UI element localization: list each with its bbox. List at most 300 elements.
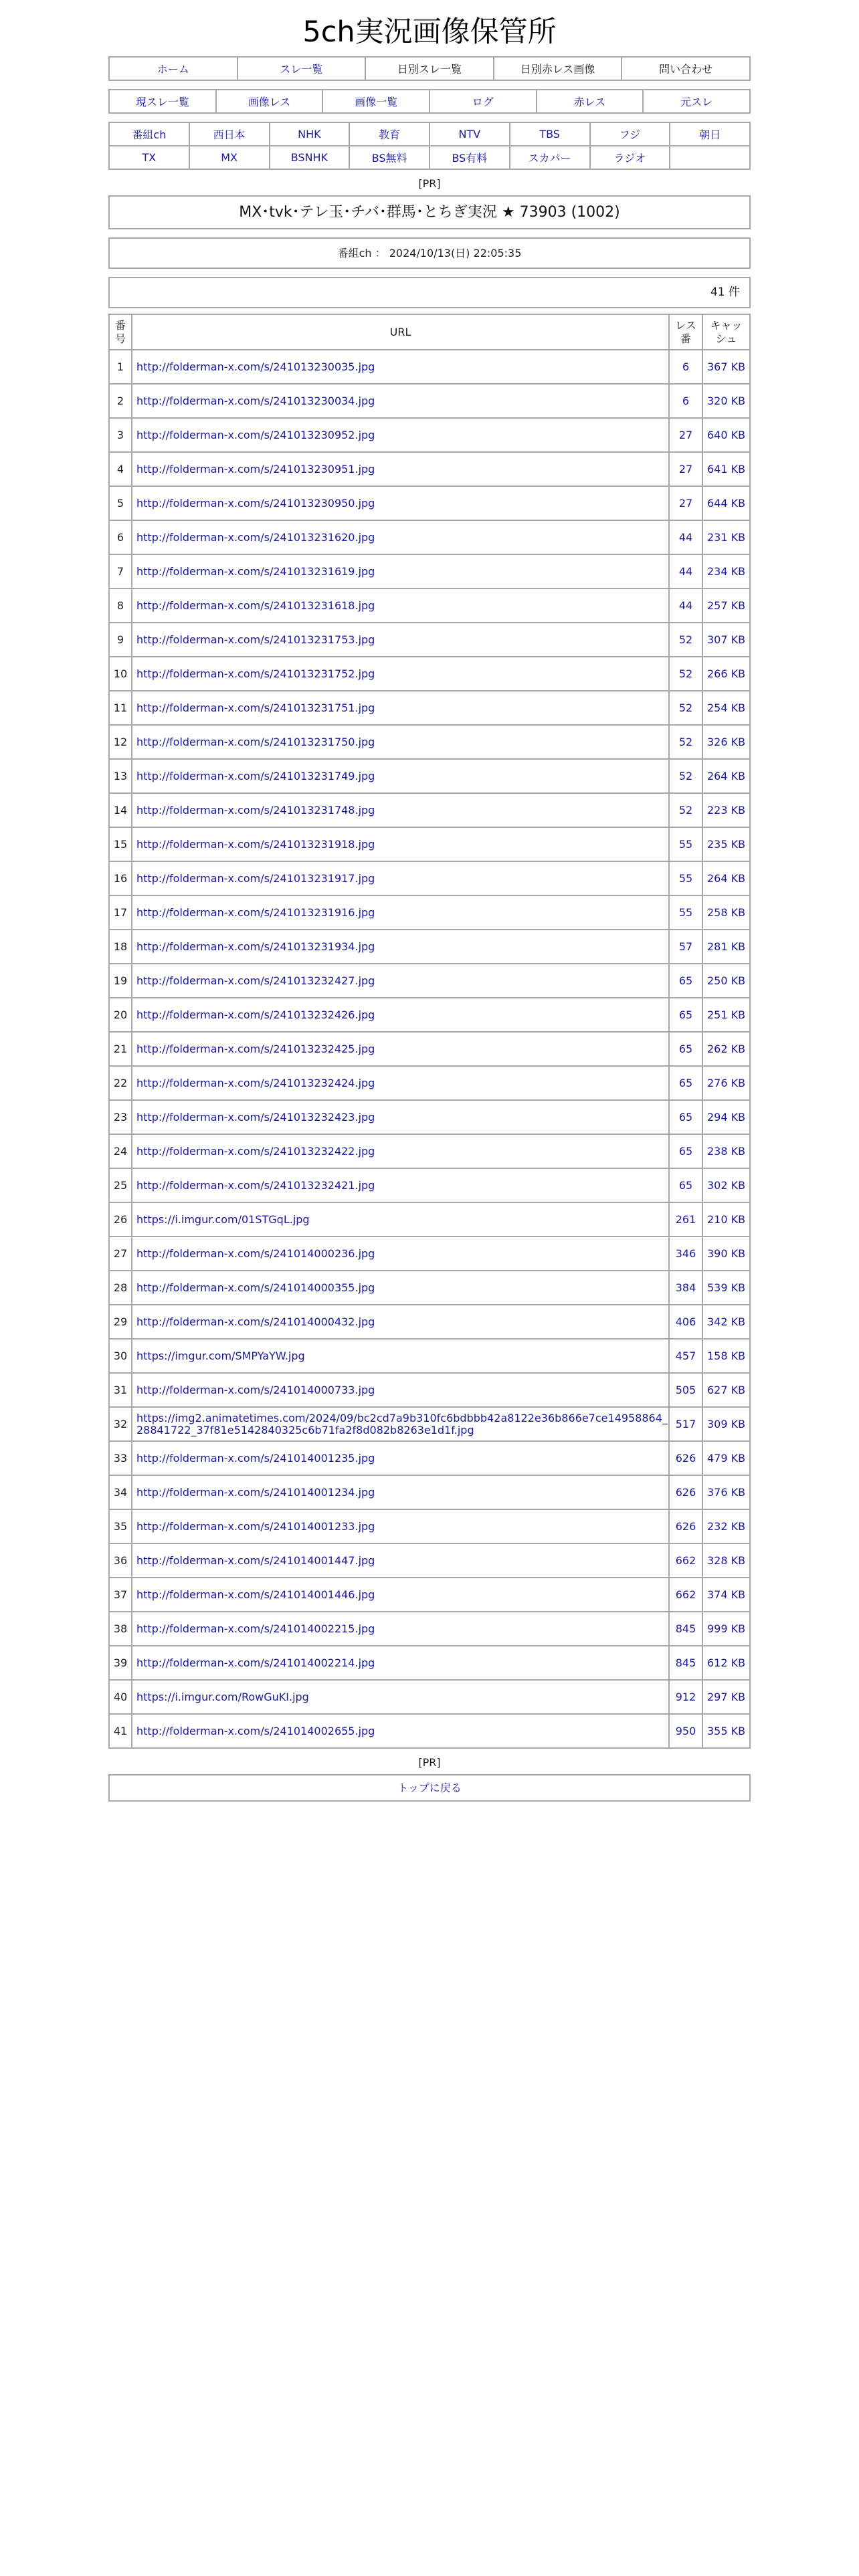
- cache-size-link[interactable]: 390 KB: [706, 1247, 746, 1260]
- cache-size-link[interactable]: 234 KB: [706, 565, 746, 578]
- row-url-cell: [132, 964, 669, 998]
- channel-item-6-link[interactable]: フジ: [619, 128, 641, 141]
- table-header-row: [109, 314, 750, 350]
- channel-item-13[interactable]: [510, 146, 590, 169]
- image-url-link[interactable]: http://folderman-x.com/s/241014000432.jpg: [136, 1315, 375, 1328]
- res-number-link[interactable]: 346: [675, 1247, 696, 1260]
- image-url-link[interactable]: http://folderman-x.com/s/241013232422.jpg: [136, 1144, 375, 1158]
- res-number-link[interactable]: 55: [678, 906, 693, 919]
- image-url-link[interactable]: http://folderman-x.com/s/241014001446.jpg: [136, 1588, 375, 1601]
- image-url-link[interactable]: http://folderman-x.com/s/241013230035.jpg: [136, 360, 375, 373]
- res-number-link[interactable]: 44: [678, 565, 693, 578]
- row-number: 30: [109, 1339, 132, 1373]
- cache-size-link[interactable]: 302 KB: [706, 1179, 746, 1192]
- row-res-cell: [669, 1680, 702, 1714]
- image-url-link[interactable]: http://folderman-x.com/s/241013231749.jpg: [136, 769, 375, 782]
- image-url-link[interactable]: https://img2.animatetimes.com/2024/09/bc2cd7a9b310fc6bdbbb42a8122e36b866e7ce14958864_28841722_37f81e5142840325c6b71fa2f8d082b8263e1d1f.jpg: [136, 1411, 668, 1436]
- main-nav-item-1[interactable]: [237, 57, 366, 80]
- row-number: 13: [109, 759, 132, 793]
- row-url-cell: [132, 520, 669, 554]
- row-url-cell: [132, 1475, 669, 1509]
- row-cache-cell: [702, 1202, 750, 1237]
- cache-size-link[interactable]: 307 KB: [706, 633, 746, 646]
- image-url-link[interactable]: http://folderman-x.com/s/241014002214.jpg: [136, 1656, 375, 1669]
- row-number: 28: [109, 1271, 132, 1305]
- row-url-cell: [132, 1339, 669, 1373]
- image-url-link[interactable]: https://i.imgur.com/01STGqL.jpg: [136, 1212, 310, 1226]
- cache-size-link[interactable]: 612 KB: [706, 1656, 746, 1669]
- cache-size-link[interactable]: 250 KB: [706, 974, 746, 987]
- channel-item-13-link[interactable]: スカパー: [528, 152, 571, 165]
- row-number: 18: [109, 930, 132, 964]
- row-res-cell: [669, 998, 702, 1032]
- res-number-link[interactable]: 27: [678, 463, 693, 475]
- row-url-cell: [132, 1407, 669, 1441]
- table-row: [109, 554, 750, 588]
- row-url-cell: [132, 452, 669, 486]
- site-title: 5ch実況画像保管所: [302, 15, 557, 49]
- row-url-cell: [132, 350, 669, 384]
- image-url-link[interactable]: http://folderman-x.com/s/241013231748.jpg: [136, 803, 375, 817]
- image-url-link[interactable]: http://folderman-x.com/s/241013231752.jpg: [136, 667, 375, 680]
- cache-size-link[interactable]: 374 KB: [706, 1588, 746, 1601]
- row-number: 10: [109, 657, 132, 691]
- row-cache-cell: [702, 1168, 750, 1202]
- row-url-cell: [132, 1441, 669, 1475]
- row-number: 23: [109, 1100, 132, 1134]
- res-number-link[interactable]: 845: [675, 1656, 696, 1669]
- res-number-link[interactable]: 55: [678, 872, 693, 885]
- row-number: 25: [109, 1168, 132, 1202]
- res-number-link[interactable]: 261: [675, 1213, 696, 1226]
- table-row: [109, 1407, 750, 1441]
- row-url-cell: [132, 1509, 669, 1543]
- thread-nav-item-1[interactable]: [216, 90, 323, 113]
- cache-size-link[interactable]: 276 KB: [706, 1077, 746, 1089]
- res-number-link[interactable]: 65: [678, 1077, 693, 1089]
- image-url-link[interactable]: http://folderman-x.com/s/241013232425.jpg: [136, 1042, 375, 1055]
- image-url-link[interactable]: http://folderman-x.com/s/241013232424.jpg: [136, 1076, 375, 1089]
- main-nav-item-2: 日別スレ一覧: [365, 57, 494, 80]
- row-number: 11: [109, 691, 132, 725]
- thread-nav-item-5-link[interactable]: 元スレ: [680, 96, 713, 108]
- main-nav-item-0[interactable]: [109, 57, 237, 80]
- cache-size-link[interactable]: 235 KB: [706, 838, 746, 851]
- table-row: [109, 486, 750, 520]
- image-url-link[interactable]: http://folderman-x.com/s/241014002655.jpg: [136, 1724, 375, 1737]
- main-nav-item-1-link[interactable]: スレ一覧: [280, 63, 323, 76]
- cache-size-link[interactable]: 232 KB: [706, 1520, 746, 1533]
- row-url-cell: [132, 554, 669, 588]
- image-url-link[interactable]: http://folderman-x.com/s/241013231753.jpg: [136, 633, 375, 646]
- row-number: 37: [109, 1578, 132, 1612]
- cache-size-link[interactable]: 257 KB: [706, 599, 746, 612]
- res-number-link[interactable]: 6: [682, 395, 690, 407]
- row-res-cell: [669, 725, 702, 759]
- thread-title: MX･tvk･テレ玉･チバ･群馬･とちぎ実況 ★ 73903 (1002): [108, 195, 751, 229]
- row-cache-cell: [702, 1578, 750, 1612]
- channel-item-0[interactable]: [109, 122, 189, 146]
- res-number-link[interactable]: 52: [678, 667, 693, 680]
- table-row: [109, 1305, 750, 1339]
- row-url-cell: [132, 1100, 669, 1134]
- channel-item-12-link[interactable]: BS有料: [452, 152, 488, 165]
- channel-item-9[interactable]: [189, 146, 270, 169]
- row-number: 5: [109, 486, 132, 520]
- table-row: [109, 384, 750, 418]
- row-cache-cell: [702, 623, 750, 657]
- row-res-cell: [669, 895, 702, 930]
- pr-label-top: [PR]: [418, 177, 441, 190]
- cache-size-link[interactable]: 262 KB: [706, 1043, 746, 1055]
- row-res-cell: [669, 623, 702, 657]
- res-number-link[interactable]: 517: [675, 1418, 696, 1430]
- main-nav: [108, 56, 751, 81]
- row-res-cell: [669, 418, 702, 452]
- image-url-link[interactable]: http://folderman-x.com/s/241013231751.jpg: [136, 701, 375, 714]
- cache-size-link[interactable]: 326 KB: [706, 736, 746, 748]
- channel-item-11[interactable]: [349, 146, 430, 169]
- cache-size-link[interactable]: 328 KB: [706, 1554, 746, 1567]
- res-number-link[interactable]: 662: [675, 1554, 696, 1567]
- table-row: [109, 1339, 750, 1373]
- row-number: 6: [109, 520, 132, 554]
- row-res-cell: [669, 452, 702, 486]
- image-url-link[interactable]: http://folderman-x.com/s/241014000733.jpg: [136, 1383, 375, 1396]
- row-url-cell: [132, 1714, 669, 1748]
- res-number-link[interactable]: 626: [675, 1452, 696, 1465]
- channel-item-5[interactable]: [510, 122, 590, 146]
- channel-item-14[interactable]: [590, 146, 670, 169]
- channel-item-11-link[interactable]: BS無料: [371, 152, 407, 165]
- image-url-link[interactable]: http://folderman-x.com/s/241013232421.jpg: [136, 1178, 375, 1192]
- channel-item-7[interactable]: [670, 122, 750, 146]
- thread-nav-item-0[interactable]: [109, 90, 216, 113]
- table-row: [109, 418, 750, 452]
- channel-item-4[interactable]: [430, 122, 510, 146]
- row-url-cell: [132, 1373, 669, 1407]
- res-number-link[interactable]: 52: [678, 702, 693, 714]
- image-url-link[interactable]: http://folderman-x.com/s/241014001234.jpg: [136, 1485, 375, 1499]
- cache-size-link[interactable]: 258 KB: [706, 906, 746, 919]
- channel-item-9-link[interactable]: MX: [221, 151, 237, 164]
- row-url-cell: [132, 827, 669, 861]
- thread-nav-item-3[interactable]: [430, 90, 537, 113]
- cache-size-link[interactable]: 627 KB: [706, 1384, 746, 1396]
- thread-nav-item-1-link[interactable]: 画像レス: [248, 96, 291, 108]
- res-number-link[interactable]: 55: [678, 838, 693, 851]
- cache-size-link[interactable]: 210 KB: [706, 1213, 746, 1226]
- table-row: [109, 452, 750, 486]
- row-cache-cell: [702, 350, 750, 384]
- row-res-cell: [669, 1168, 702, 1202]
- res-number-link[interactable]: 626: [675, 1486, 696, 1499]
- table-row: [109, 1646, 750, 1680]
- cache-size-link[interactable]: 266 KB: [706, 667, 746, 680]
- row-res-cell: [669, 588, 702, 623]
- row-cache-cell: [702, 1475, 750, 1509]
- res-number-link[interactable]: 6: [682, 360, 690, 373]
- row-number: 36: [109, 1543, 132, 1578]
- cache-size-link[interactable]: 342 KB: [706, 1315, 746, 1328]
- cache-size-link[interactable]: 309 KB: [706, 1418, 746, 1430]
- row-url-cell: [132, 418, 669, 452]
- res-number-link[interactable]: 27: [678, 429, 693, 441]
- image-url-link[interactable]: http://folderman-x.com/s/241013232426.jpg: [136, 1008, 375, 1021]
- image-url-link[interactable]: http://folderman-x.com/s/241013231750.jpg: [136, 735, 375, 748]
- row-number: 12: [109, 725, 132, 759]
- channel-item-14-link[interactable]: ラジオ: [613, 152, 646, 165]
- row-cache-cell: [702, 1680, 750, 1714]
- row-res-cell: [669, 1032, 702, 1066]
- row-number: 1: [109, 350, 132, 384]
- image-url-link[interactable]: http://folderman-x.com/s/241013231618.jpg: [136, 599, 375, 612]
- channel-item-7-link[interactable]: 朝日: [699, 128, 721, 141]
- table-row: [109, 1612, 750, 1646]
- res-number-link[interactable]: 626: [675, 1520, 696, 1533]
- res-number-link[interactable]: 662: [675, 1588, 696, 1601]
- cache-size-link[interactable]: 254 KB: [706, 702, 746, 714]
- channel-item-0-link[interactable]: 番組ch: [132, 128, 167, 141]
- channel-item-10[interactable]: [270, 146, 350, 169]
- row-url-cell: [132, 1202, 669, 1237]
- image-url-link[interactable]: http://folderman-x.com/s/241014001447.jpg: [136, 1553, 375, 1567]
- cache-size-link[interactable]: 238 KB: [706, 1145, 746, 1158]
- row-url-cell: [132, 691, 669, 725]
- row-res-cell: [669, 486, 702, 520]
- cache-size-link[interactable]: 264 KB: [706, 872, 746, 885]
- row-url-cell: [132, 793, 669, 827]
- row-cache-cell: [702, 691, 750, 725]
- row-number: 15: [109, 827, 132, 861]
- row-number: 7: [109, 554, 132, 588]
- row-cache-cell: [702, 1305, 750, 1339]
- table-row: [109, 725, 750, 759]
- res-number-link[interactable]: 845: [675, 1622, 696, 1635]
- row-cache-cell: [702, 1509, 750, 1543]
- row-url-cell: [132, 1134, 669, 1168]
- res-number-link[interactable]: 65: [678, 974, 693, 987]
- image-url-link[interactable]: http://folderman-x.com/s/241013231918.jpg: [136, 837, 375, 851]
- row-number: 16: [109, 861, 132, 895]
- row-url-cell: [132, 930, 669, 964]
- row-number: 38: [109, 1612, 132, 1646]
- row-cache-cell: [702, 1612, 750, 1646]
- main-nav-item-3: 日別赤レス画像: [494, 57, 622, 80]
- row-cache-cell: [702, 725, 750, 759]
- row-url-cell: [132, 861, 669, 895]
- cache-size-link[interactable]: 320 KB: [706, 395, 746, 407]
- header-num: 番号: [109, 314, 132, 350]
- image-url-link[interactable]: http://folderman-x.com/s/241013232427.jpg: [136, 974, 375, 987]
- row-cache-cell: [702, 1271, 750, 1305]
- row-url-cell: [132, 1066, 669, 1100]
- row-url-cell: [132, 1271, 669, 1305]
- row-url-cell: [132, 998, 669, 1032]
- res-number-link[interactable]: 27: [678, 497, 693, 510]
- thread-nav-item-2-link[interactable]: 画像一覧: [355, 96, 398, 108]
- channel-item-10-link[interactable]: BSNHK: [290, 151, 328, 164]
- channel-item-8-link[interactable]: TX: [142, 151, 157, 164]
- row-res-cell: [669, 554, 702, 588]
- row-url-cell: [132, 384, 669, 418]
- image-url-link[interactable]: http://folderman-x.com/s/241014000355.jpg: [136, 1281, 375, 1294]
- res-number-link[interactable]: 406: [675, 1315, 696, 1328]
- table-row: [109, 1441, 750, 1475]
- res-number-link[interactable]: 44: [678, 531, 693, 544]
- cache-size-link[interactable]: 367 KB: [706, 360, 746, 373]
- row-number: 31: [109, 1373, 132, 1407]
- row-number: 3: [109, 418, 132, 452]
- row-number: 14: [109, 793, 132, 827]
- table-row: [109, 1237, 750, 1271]
- back-to-top-link[interactable]: トップに戻る: [397, 1782, 462, 1794]
- cache-size-link[interactable]: 376 KB: [706, 1486, 746, 1499]
- row-url-cell: [132, 657, 669, 691]
- cache-size-link[interactable]: 297 KB: [706, 1691, 746, 1703]
- channel-item-2[interactable]: [270, 122, 350, 146]
- row-res-cell: [669, 1543, 702, 1578]
- thread-nav: [108, 89, 751, 114]
- table-row: [109, 793, 750, 827]
- res-number-link[interactable]: 65: [678, 1043, 693, 1055]
- table-row: [109, 1475, 750, 1509]
- row-number: 2: [109, 384, 132, 418]
- image-url-link[interactable]: http://folderman-x.com/s/241013230952.jpg: [136, 428, 375, 441]
- table-row: [109, 998, 750, 1032]
- table-row: [109, 759, 750, 793]
- channel-item-1-link[interactable]: 西日本: [213, 128, 246, 141]
- channel-item-15: [670, 146, 750, 169]
- cache-size-link[interactable]: 539 KB: [706, 1281, 746, 1294]
- channel-item-5-link[interactable]: TBS: [539, 128, 560, 140]
- row-number: 40: [109, 1680, 132, 1714]
- cache-size-link[interactable]: 281 KB: [706, 940, 746, 953]
- image-url-link[interactable]: https://i.imgur.com/RowGuKI.jpg: [136, 1690, 309, 1703]
- image-url-link[interactable]: http://folderman-x.com/s/241013231916.jpg: [136, 905, 375, 919]
- res-number-link[interactable]: 52: [678, 770, 693, 782]
- cache-size-link[interactable]: 251 KB: [706, 1008, 746, 1021]
- thread-nav-item-0-link[interactable]: 現スレ一覧: [135, 96, 189, 108]
- cache-size-link[interactable]: 294 KB: [706, 1111, 746, 1123]
- cache-size-link[interactable]: 223 KB: [706, 804, 746, 817]
- image-url-link[interactable]: http://folderman-x.com/s/241013230950.jpg: [136, 496, 375, 510]
- row-cache-cell: [702, 1032, 750, 1066]
- channel-item-2-link[interactable]: NHK: [298, 128, 321, 140]
- cache-size-link[interactable]: 355 KB: [706, 1725, 746, 1737]
- channel-item-3-link[interactable]: 教育: [379, 128, 401, 141]
- channel-item-4-link[interactable]: NTV: [458, 128, 481, 140]
- row-number: 22: [109, 1066, 132, 1100]
- row-url-cell: [132, 1543, 669, 1578]
- row-cache-cell: [702, 793, 750, 827]
- thread-nav-item-4[interactable]: [537, 90, 644, 113]
- res-number-link[interactable]: 505: [675, 1384, 696, 1396]
- channel-item-3[interactable]: [349, 122, 430, 146]
- image-url-link[interactable]: http://folderman-x.com/s/241014001233.jpg: [136, 1519, 375, 1533]
- row-cache-cell: [702, 554, 750, 588]
- thread-nav-item-3-link[interactable]: ログ: [472, 96, 494, 108]
- cache-size-link[interactable]: 264 KB: [706, 770, 746, 782]
- res-number-link[interactable]: 52: [678, 804, 693, 817]
- cache-size-link[interactable]: 640 KB: [706, 429, 746, 441]
- row-res-cell: [669, 1134, 702, 1168]
- channel-item-12[interactable]: [430, 146, 510, 169]
- table-row: [109, 1373, 750, 1407]
- res-number-link[interactable]: 65: [678, 1145, 693, 1158]
- row-url-cell: [132, 1168, 669, 1202]
- channel-item-6[interactable]: [590, 122, 670, 146]
- channel-item-8[interactable]: [109, 146, 189, 169]
- row-res-cell: [669, 1612, 702, 1646]
- image-url-link[interactable]: http://folderman-x.com/s/241013231934.jpg: [136, 940, 375, 953]
- row-cache-cell: [702, 895, 750, 930]
- row-cache-cell: [702, 588, 750, 623]
- res-number-link[interactable]: 44: [678, 599, 693, 612]
- row-cache-cell: [702, 1134, 750, 1168]
- image-url-link[interactable]: http://folderman-x.com/s/241014002215.jpg: [136, 1622, 375, 1635]
- res-number-link[interactable]: 65: [678, 1111, 693, 1123]
- image-url-link[interactable]: http://folderman-x.com/s/241013230034.jpg: [136, 394, 375, 407]
- row-cache-cell: [702, 657, 750, 691]
- res-number-link[interactable]: 912: [675, 1691, 696, 1703]
- back-to-top-box: [108, 1774, 751, 1802]
- table-row: [109, 520, 750, 554]
- image-url-link[interactable]: http://folderman-x.com/s/241013230951.jpg: [136, 462, 375, 475]
- res-number-link[interactable]: 57: [678, 940, 693, 953]
- row-url-cell: [132, 486, 669, 520]
- table-row: [109, 1271, 750, 1305]
- row-res-cell: [669, 1509, 702, 1543]
- row-res-cell: [669, 759, 702, 793]
- cache-size-link[interactable]: 479 KB: [706, 1452, 746, 1465]
- image-url-link[interactable]: http://folderman-x.com/s/241013231620.jpg: [136, 530, 375, 544]
- image-url-link[interactable]: http://folderman-x.com/s/241014001235.jpg: [136, 1451, 375, 1465]
- cache-size-link[interactable]: 158 KB: [706, 1350, 746, 1362]
- res-number-link[interactable]: 950: [675, 1725, 696, 1737]
- res-number-link[interactable]: 384: [675, 1281, 696, 1294]
- row-cache-cell: [702, 964, 750, 998]
- row-cache-cell: [702, 1339, 750, 1373]
- row-cache-cell: [702, 930, 750, 964]
- cache-size-link[interactable]: 641 KB: [706, 463, 746, 475]
- res-number-link[interactable]: 457: [675, 1350, 696, 1362]
- res-number-link[interactable]: 52: [678, 633, 693, 646]
- cache-size-link[interactable]: 644 KB: [706, 497, 746, 510]
- row-res-cell: [669, 964, 702, 998]
- table-row: [109, 1578, 750, 1612]
- image-url-link[interactable]: http://folderman-x.com/s/241013231917.jpg: [136, 871, 375, 885]
- image-url-link[interactable]: http://folderman-x.com/s/241013231619.jpg: [136, 564, 375, 578]
- channel-item-1[interactable]: [189, 122, 270, 146]
- thread-nav-item-2[interactable]: [322, 90, 430, 113]
- res-number-link[interactable]: 65: [678, 1179, 693, 1192]
- image-url-link[interactable]: http://folderman-x.com/s/241013232423.jpg: [136, 1110, 375, 1123]
- res-number-link[interactable]: 52: [678, 736, 693, 748]
- thread-nav-item-5[interactable]: [643, 90, 750, 113]
- table-row: [109, 350, 750, 384]
- res-number-link[interactable]: 65: [678, 1008, 693, 1021]
- main-nav-item-0-link[interactable]: ホーム: [157, 63, 189, 76]
- image-url-link[interactable]: https://imgur.com/SMPYaYW.jpg: [136, 1349, 305, 1362]
- thread-nav-item-4-link[interactable]: 赤レス: [573, 96, 606, 108]
- table-row: [109, 1066, 750, 1100]
- image-url-link[interactable]: http://folderman-x.com/s/241014000236.jpg: [136, 1247, 375, 1260]
- table-row: [109, 1168, 750, 1202]
- cache-size-link[interactable]: 999 KB: [706, 1622, 746, 1635]
- row-cache-cell: [702, 486, 750, 520]
- cache-size-link[interactable]: 231 KB: [706, 531, 746, 544]
